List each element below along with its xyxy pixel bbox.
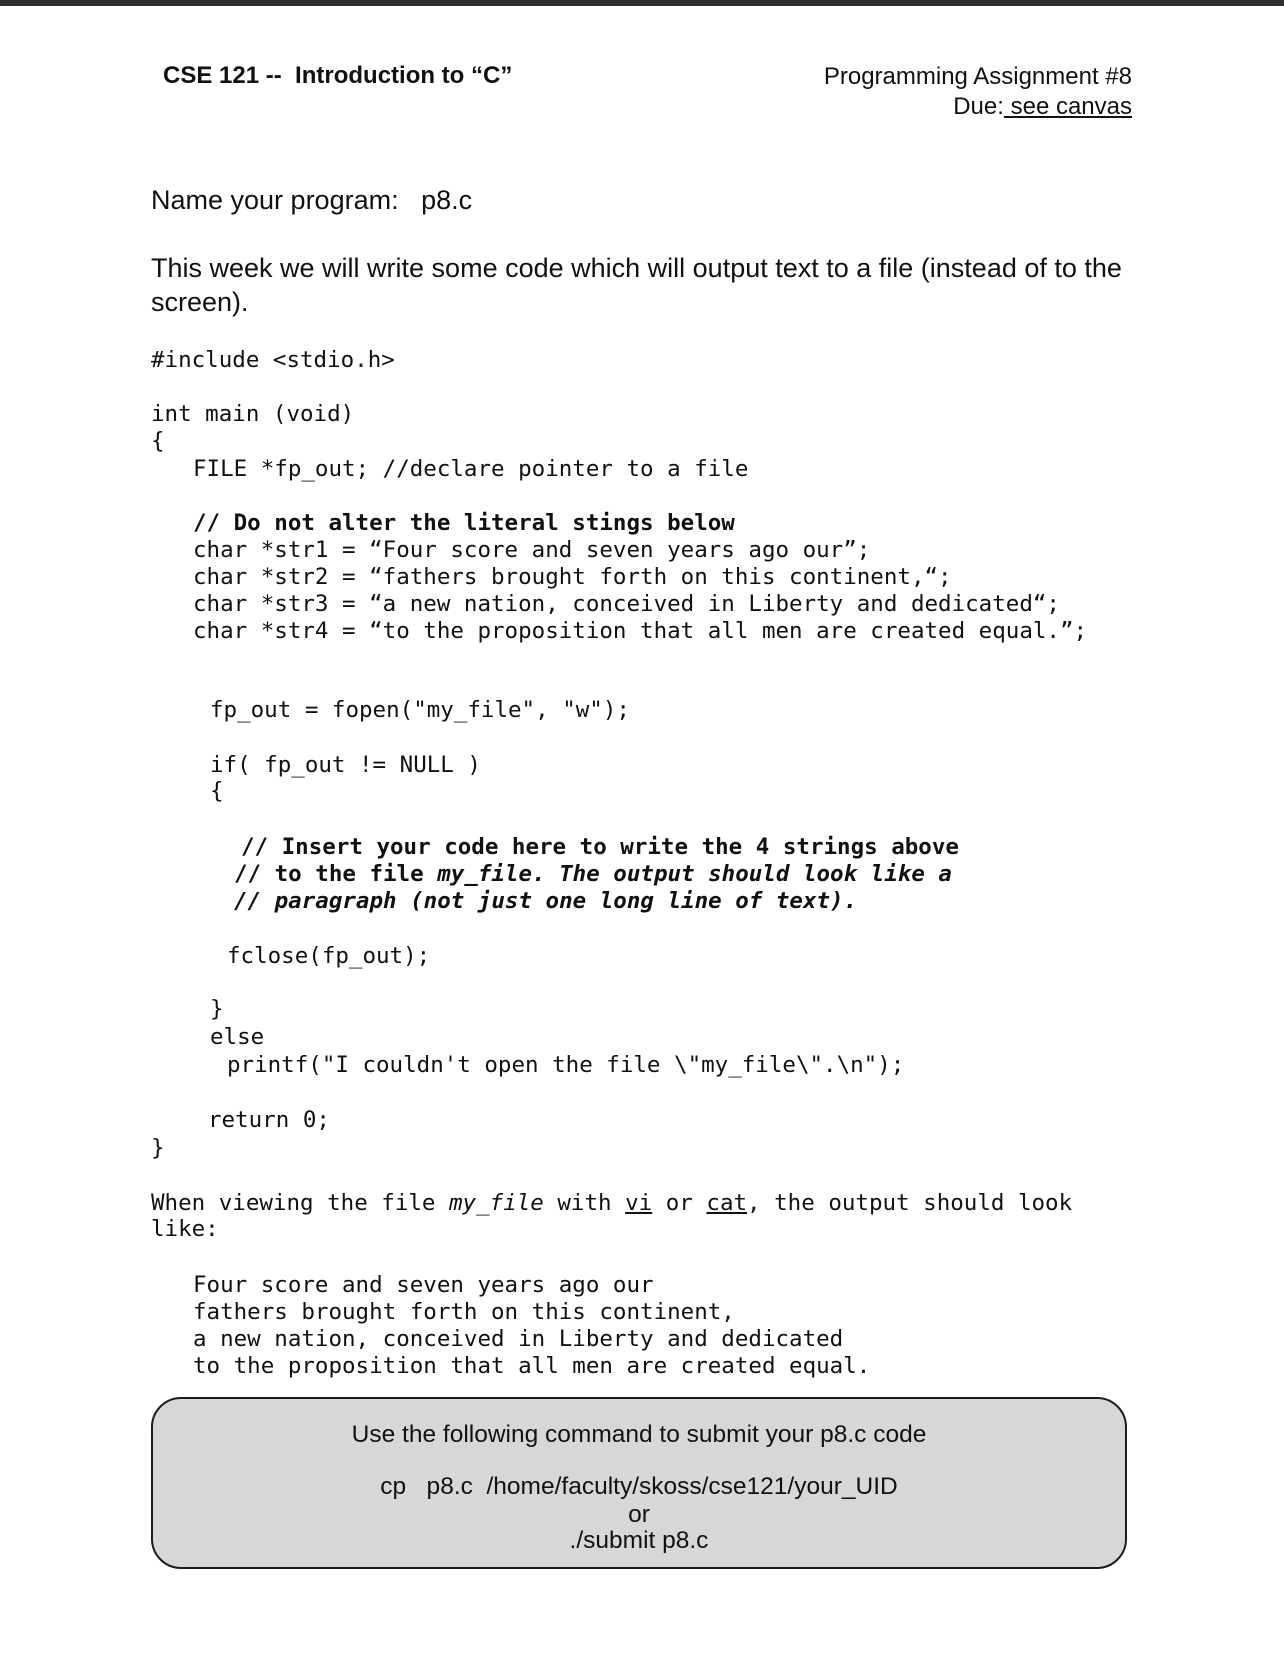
course-title: CSE 121 -- Introduction to “C”	[163, 62, 513, 89]
viewing-file-name: my_file	[449, 1190, 544, 1216]
viewing-text-a: When viewing the file	[151, 1190, 450, 1216]
code-main-signature: int main (void)	[151, 401, 355, 427]
submit-command-cp: cp p8.c /home/faculty/skoss/cse121/your_UID	[380, 1473, 898, 1500]
code-if-line: if( fp_out != NULL )	[210, 752, 481, 778]
insert-comment-2-rest: my_file. The output should look like a	[437, 861, 952, 887]
code-fopen: fp_out = fopen("my_file", "w");	[210, 697, 630, 723]
program-name: Name your program: p8.c	[151, 185, 473, 215]
intro-paragraph: This week we will write some code which will output text to a file (instead of to the screen).	[151, 253, 1122, 317]
viewing-text-line2: like:	[151, 1216, 219, 1242]
due-line	[824, 92, 1132, 122]
code-open-brace: {	[151, 428, 165, 454]
code-printf: printf("I couldn't open the file \"my_file\".\n");	[227, 1052, 905, 1078]
code-fclose: fclose(fp_out);	[227, 943, 431, 969]
code-insert-comment-1: // Insert your code here to write the 4 strings above	[241, 834, 959, 860]
assignment-title: Programming Assignment #8	[823, 63, 1132, 90]
code-if-open: {	[210, 778, 224, 804]
submit-or: or	[628, 1501, 650, 1528]
code-insert-comment-3: // paragraph (not just one long line of text).	[234, 888, 858, 914]
code-insert-comment-2	[234, 861, 952, 888]
code-str1: char *str1 = “Four score and seven years ago our”;	[193, 537, 871, 563]
due-value: see canvas	[1003, 93, 1132, 120]
viewing-cat: cat	[706, 1190, 748, 1216]
code-if-close: }	[210, 996, 224, 1022]
code-else: else	[210, 1024, 265, 1050]
submit-instructions-box	[151, 1397, 1127, 1569]
top-rule	[0, 0, 1284, 6]
output-line: to the proposition that all men are created equal.	[193, 1353, 871, 1379]
code-comment-literal: // Do not alter the literal stings below	[193, 510, 735, 536]
code-close-brace: }	[151, 1135, 165, 1161]
insert-comment-2-prefix: // to the file	[234, 861, 438, 887]
viewing-text-d: , the output should look	[747, 1190, 1073, 1216]
code-include: #include <stdio.h>	[151, 347, 395, 373]
code-declaration: FILE *fp_out; //declare pointer to a file	[193, 456, 749, 482]
output-line: Four score and seven years ago our	[193, 1272, 654, 1298]
output-line: fathers brought forth on this continent,	[193, 1299, 735, 1325]
output-line: a new nation, conceived in Liberty and dedicated	[193, 1326, 844, 1352]
assignment-info	[824, 62, 1132, 122]
code-str4: char *str4 = “to the proposition that all men are created equal.”;	[193, 618, 1088, 644]
submit-command-script: ./submit p8.c	[569, 1527, 709, 1554]
code-return: return 0;	[208, 1107, 330, 1133]
viewing-text-c: or	[652, 1190, 707, 1216]
submit-heading: Use the following command to submit your p8.c code	[351, 1421, 927, 1448]
viewing-text-b: with	[543, 1190, 626, 1216]
due-label: Due:	[953, 93, 1004, 120]
code-str3: char *str3 = “a new nation, conceived in Liberty and dedicated“;	[193, 591, 1060, 617]
viewing-text-line1	[151, 1190, 1072, 1217]
viewing-vi: vi	[625, 1190, 653, 1216]
code-str2: char *str2 = “fathers brought forth on this continent,“;	[193, 564, 952, 590]
